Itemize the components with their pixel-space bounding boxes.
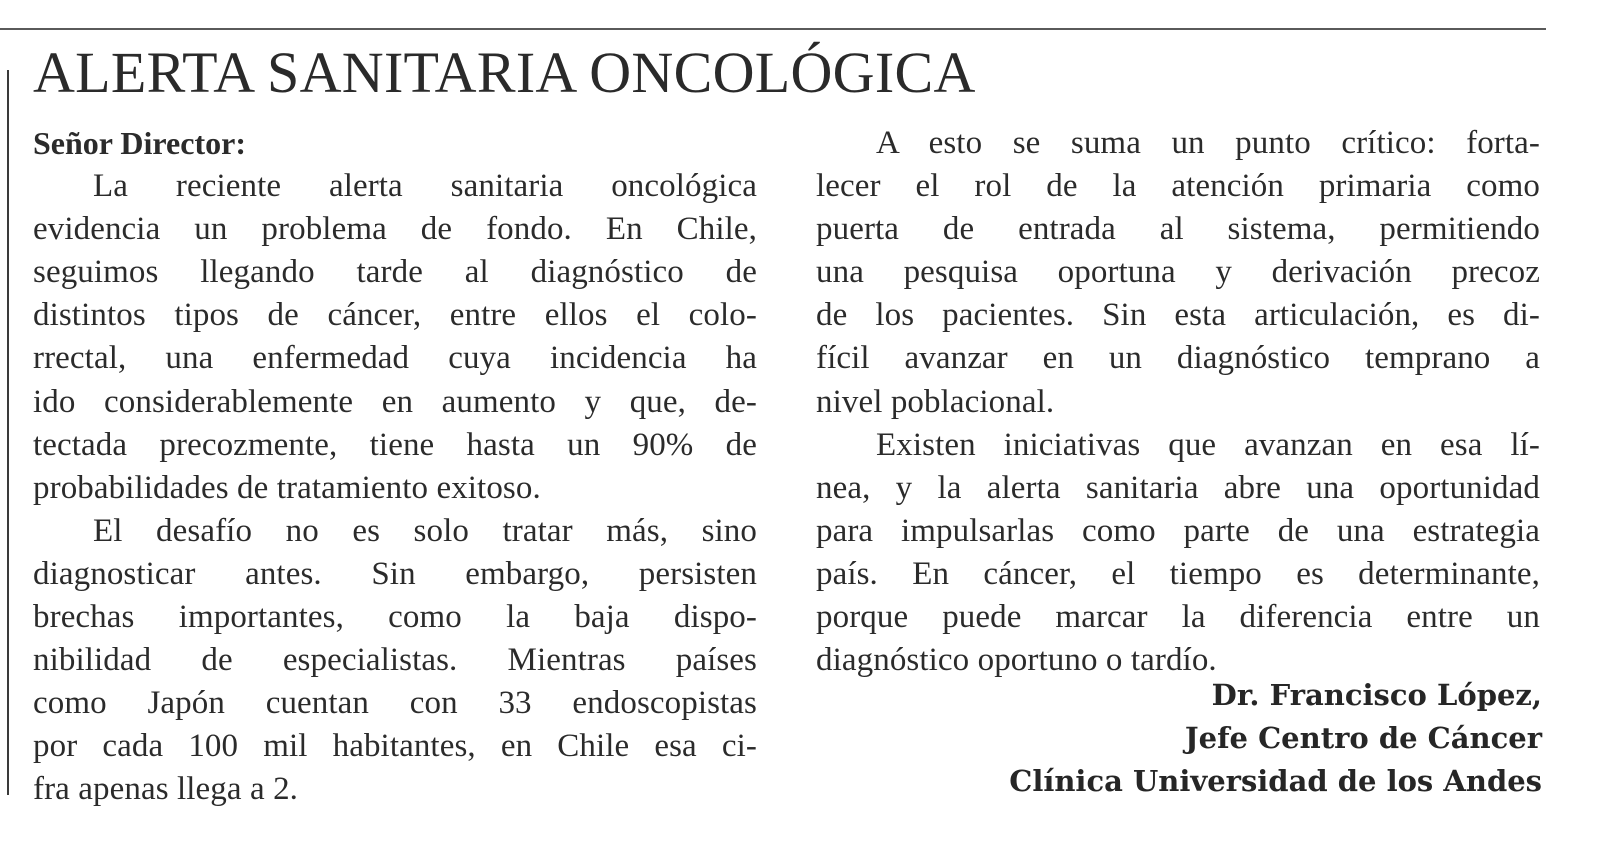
text-line: brechas importantes, como la baja dispo-	[33, 599, 757, 636]
text-line: El desafío no es solo tratar más, sino	[93, 512, 757, 549]
top-rule	[0, 28, 1546, 30]
text-line: lecer el rol de la atención primaria como	[816, 168, 1540, 205]
signature-institution: Clínica Universidad de los Andes	[1009, 764, 1542, 798]
text-line: probabilidades de tratamiento exitoso.	[33, 469, 541, 506]
text-line: A esto se suma un punto crítico: forta-	[876, 125, 1540, 161]
left-column-lines	[33, 165, 757, 811]
text-line: diagnosticar antes. Sin embargo, persisten	[33, 555, 757, 592]
text-line: diagnóstico oportuno o tardío.	[816, 642, 1217, 679]
side-rule	[7, 70, 9, 795]
text-line: de los pacientes. Sin esta articulación, es di-	[816, 297, 1540, 334]
text-line: para impulsarlas como parte de una estrategia	[816, 512, 1540, 549]
text-line: seguimos llegando tarde al diagnóstico de	[33, 254, 757, 291]
signature-block	[1009, 674, 1542, 803]
letter-column-right	[816, 122, 1540, 682]
text-line: puerta de entrada al sistema, permitiendo	[816, 211, 1540, 248]
text-line: fra apenas llega a 2.	[33, 771, 299, 808]
text-line: por cada 100 mil habitantes, en Chile esa ci-	[33, 728, 757, 765]
text-line: fícil avanzar en un diagnóstico temprano a	[816, 340, 1540, 377]
text-line: una pesquisa oportuna y derivación precoz	[816, 254, 1540, 291]
text-line: evidencia un problema de fondo. En Chile,	[33, 211, 757, 248]
right-column-lines	[816, 122, 1540, 682]
letter-column-left	[33, 122, 757, 812]
text-line: nea, y la alerta sanitaria abre una oportunidad	[816, 469, 1540, 506]
text-line: La reciente alerta sanitaria oncológica	[93, 168, 757, 205]
signature-role: Jefe Centro de Cáncer	[1184, 721, 1542, 755]
text-line: rrectal, una enfermedad cuya incidencia ha	[33, 340, 757, 377]
text-line: nibilidad de especialistas. Mientras países	[33, 642, 757, 679]
salutation: Señor Director:	[33, 125, 246, 161]
text-line: tectada precozmente, tiene hasta un 90% de	[33, 426, 757, 463]
text-line: Existen iniciativas que avanzan en esa lí-	[876, 426, 1540, 463]
text-line: ido considerablemente en aumento y que, de-	[33, 383, 757, 420]
text-line: porque puede marcar la diferencia entre un	[816, 599, 1540, 636]
headline: ALERTA SANITARIA ONCOLÓGICA	[33, 40, 976, 105]
text-line: distintos tipos de cáncer, entre ellos el colo-	[33, 297, 757, 334]
text-line: país. En cáncer, el tiempo es determinante,	[816, 555, 1540, 592]
signature-name: Dr. Francisco López,	[1211, 678, 1542, 712]
text-line: como Japón cuentan con 33 endoscopistas	[33, 685, 757, 722]
text-line: nivel poblacional.	[816, 383, 1055, 420]
